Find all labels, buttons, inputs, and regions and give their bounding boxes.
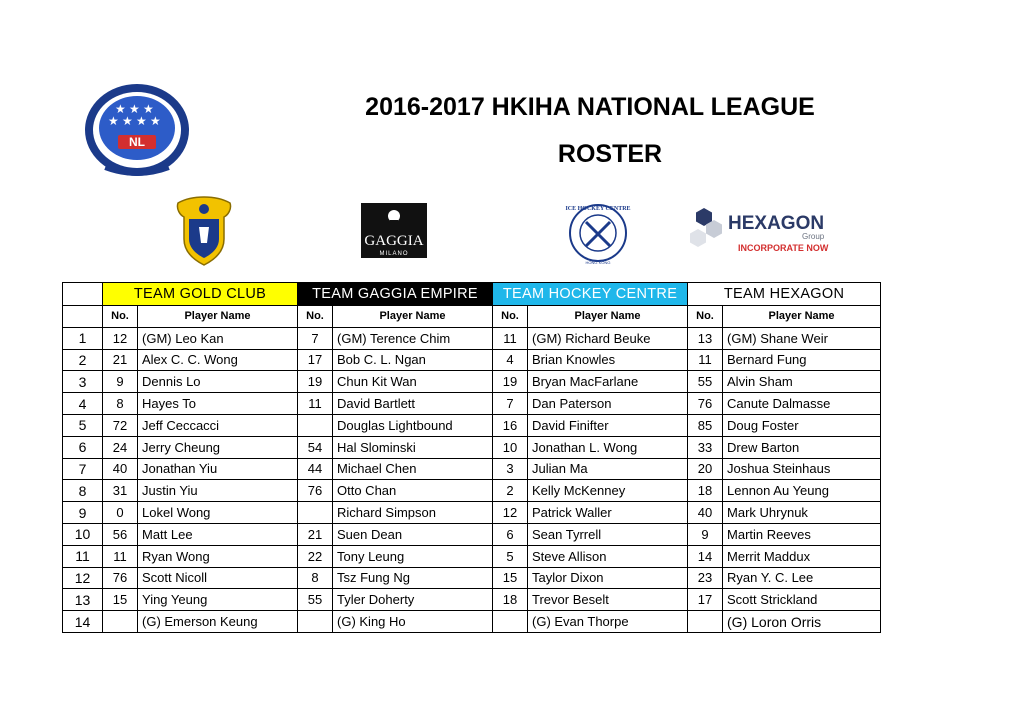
row-number: 7 (63, 458, 103, 480)
table-row (63, 349, 881, 371)
svg-text:Group: Group (802, 232, 825, 241)
jersey-number: 6 (493, 523, 528, 545)
table-row (63, 458, 881, 480)
jersey-number: 13 (688, 327, 723, 349)
player-name: (G) Emerson Keung (138, 611, 298, 633)
player-name: Jeff Ceccacci (138, 414, 298, 436)
player-name: Joshua Steinhaus (723, 458, 881, 480)
player-name: Ying Yeung (138, 589, 298, 611)
player-name: Mark Uhrynuk (723, 502, 881, 524)
table-row (63, 589, 881, 611)
jersey-number: 18 (493, 589, 528, 611)
svg-text:★: ★ (143, 102, 154, 116)
table-row (63, 371, 881, 393)
player-name: (G) Loron Orris (723, 611, 881, 633)
row-number: 3 (63, 371, 103, 393)
jersey-number: 76 (298, 480, 333, 502)
player-name: Tony Leung (333, 545, 493, 567)
jersey-number: 11 (103, 545, 138, 567)
player-name: Otto Chan (333, 480, 493, 502)
table-row (63, 393, 881, 415)
jersey-number: 21 (298, 523, 333, 545)
player-name: Jonathan L. Wong (528, 436, 688, 458)
column-header-row (63, 306, 881, 328)
player-name: Suen Dean (333, 523, 493, 545)
jersey-number: 23 (688, 567, 723, 589)
jersey-number: 8 (298, 567, 333, 589)
player-name: Dan Paterson (528, 393, 688, 415)
player-name: Trevor Beselt (528, 589, 688, 611)
player-name: Doug Foster (723, 414, 881, 436)
jersey-number: 15 (103, 589, 138, 611)
jersey-number (298, 414, 333, 436)
player-name: Martin Reeves (723, 523, 881, 545)
player-name: Bob C. L. Ngan (333, 349, 493, 371)
table-row (63, 436, 881, 458)
jersey-number: 7 (298, 327, 333, 349)
jersey-number: 21 (103, 349, 138, 371)
jersey-number: 7 (493, 393, 528, 415)
row-number: 11 (63, 545, 103, 567)
player-name: Michael Chen (333, 458, 493, 480)
row-number: 2 (63, 349, 103, 371)
player-name: Steve Allison (528, 545, 688, 567)
player-name: Julian Ma (528, 458, 688, 480)
jersey-number: 24 (103, 436, 138, 458)
jersey-number: 76 (103, 567, 138, 589)
player-name: Jonathan Yiu (138, 458, 298, 480)
jersey-number: 10 (493, 436, 528, 458)
player-name: Brian Knowles (528, 349, 688, 371)
table-row (63, 611, 881, 633)
jersey-number: 9 (103, 371, 138, 393)
player-name: Tsz Fung Ng (333, 567, 493, 589)
jersey-number (298, 611, 333, 633)
table-row (63, 567, 881, 589)
jersey-number (298, 502, 333, 524)
player-name: (GM) Terence Chim (333, 327, 493, 349)
row-number: 8 (63, 480, 103, 502)
gold-club-crest-logo (172, 195, 236, 267)
jersey-number: 72 (103, 414, 138, 436)
svg-text:★: ★ (122, 114, 133, 128)
table-row (63, 502, 881, 524)
player-name: Matt Lee (138, 523, 298, 545)
jersey-number (103, 611, 138, 633)
svg-text:INCORPORATE NOW: INCORPORATE NOW (738, 243, 829, 253)
jersey-number: 76 (688, 393, 723, 415)
jersey-number: 12 (103, 327, 138, 349)
player-name: Lennon Au Yeung (723, 480, 881, 502)
col-header-no: No. (493, 306, 528, 328)
jersey-number: 56 (103, 523, 138, 545)
player-name: Tyler Doherty (333, 589, 493, 611)
jersey-number: 18 (688, 480, 723, 502)
player-name: Hal Slominski (333, 436, 493, 458)
player-name: Alex C. C. Wong (138, 349, 298, 371)
svg-text:MILANO: MILANO (379, 251, 409, 257)
team-hexagon-header: TEAM HEXAGON (688, 283, 881, 306)
player-name: David Finifter (528, 414, 688, 436)
row-number: 5 (63, 414, 103, 436)
player-name: Ryan Wong (138, 545, 298, 567)
hexagon-group-logo (690, 205, 830, 255)
jersey-number (688, 611, 723, 633)
svg-text:ICE HOCKEY CENTRE: ICE HOCKEY CENTRE (565, 206, 631, 212)
player-name: Hayes To (138, 393, 298, 415)
table-row (63, 480, 881, 502)
jersey-number: 8 (103, 393, 138, 415)
player-name: Patrick Waller (528, 502, 688, 524)
corner-cell (63, 306, 103, 328)
row-number: 14 (63, 611, 103, 633)
jersey-number: 40 (688, 502, 723, 524)
jersey-number: 40 (103, 458, 138, 480)
jersey-number: 31 (103, 480, 138, 502)
jersey-number: 11 (298, 393, 333, 415)
player-name: (GM) Shane Weir (723, 327, 881, 349)
col-header-no: No. (103, 306, 138, 328)
jersey-number: 3 (493, 458, 528, 480)
svg-text:★: ★ (136, 114, 147, 128)
player-name: Bryan MacFarlane (528, 371, 688, 393)
svg-text:GAGGIA: GAGGIA (364, 233, 424, 249)
gaggia-logo (361, 203, 427, 258)
jersey-number: 9 (688, 523, 723, 545)
jersey-number: 85 (688, 414, 723, 436)
table-row (63, 523, 881, 545)
table-row (63, 327, 881, 349)
jersey-number: 15 (493, 567, 528, 589)
col-header-player: Player Name (528, 306, 688, 328)
row-number: 1 (63, 327, 103, 349)
jersey-number: 19 (493, 371, 528, 393)
col-header-no: No. (688, 306, 723, 328)
player-name: (G) Evan Thorpe (528, 611, 688, 633)
col-header-player: Player Name (138, 306, 298, 328)
player-name: Sean Tyrrell (528, 523, 688, 545)
row-number: 12 (63, 567, 103, 589)
jersey-number: 11 (688, 349, 723, 371)
jersey-number: 14 (688, 545, 723, 567)
player-name: Canute Dalmasse (723, 393, 881, 415)
player-name: Chun Kit Wan (333, 371, 493, 393)
player-name: Justin Yiu (138, 480, 298, 502)
player-name: Bernard Fung (723, 349, 881, 371)
row-number: 9 (63, 502, 103, 524)
player-name: Taylor Dixon (528, 567, 688, 589)
player-name: Alvin Sham (723, 371, 881, 393)
corner-cell (63, 283, 103, 306)
player-name: Richard Simpson (333, 502, 493, 524)
player-name: Lokel Wong (138, 502, 298, 524)
jersey-number: 16 (493, 414, 528, 436)
player-name: Ryan Y. C. Lee (723, 567, 881, 589)
team-gaggia-empire-header: TEAM GAGGIA EMPIRE (298, 283, 493, 306)
player-name: Dennis Lo (138, 371, 298, 393)
team-hockey-centre-header: TEAM HOCKEY CENTRE (493, 283, 688, 306)
team-gold-club-header: TEAM GOLD CLUB (103, 283, 298, 306)
jersey-number: 5 (493, 545, 528, 567)
page-subtitle: ROSTER (557, 140, 663, 168)
row-number: 4 (63, 393, 103, 415)
row-number: 13 (63, 589, 103, 611)
row-number: 10 (63, 523, 103, 545)
roster-table (62, 282, 881, 633)
jersey-number: 17 (298, 349, 333, 371)
ice-hockey-centre-logo (558, 200, 638, 266)
national-league-logo (80, 80, 195, 180)
jersey-number: 55 (688, 371, 723, 393)
svg-text:★: ★ (115, 102, 126, 116)
player-name: Merrit Maddux (723, 545, 881, 567)
player-name: David Bartlett (333, 393, 493, 415)
col-header-player: Player Name (333, 306, 493, 328)
table-row (63, 414, 881, 436)
jersey-number: 55 (298, 589, 333, 611)
player-name: (GM) Leo Kan (138, 327, 298, 349)
jersey-number: 2 (493, 480, 528, 502)
svg-text:HONG KONG: HONG KONG (585, 260, 611, 265)
col-header-player: Player Name (723, 306, 881, 328)
svg-text:★: ★ (150, 114, 161, 128)
svg-text:HEXAGON: HEXAGON (728, 213, 825, 234)
jersey-number (493, 611, 528, 633)
jersey-number: 33 (688, 436, 723, 458)
player-name: Drew Barton (723, 436, 881, 458)
svg-text:NL: NL (129, 135, 145, 149)
player-name: Scott Nicoll (138, 567, 298, 589)
player-name: (GM) Richard Beuke (528, 327, 688, 349)
player-name: Kelly McKenney (528, 480, 688, 502)
jersey-number: 20 (688, 458, 723, 480)
jersey-number: 17 (688, 589, 723, 611)
jersey-number: 11 (493, 327, 528, 349)
player-name: (G) King Ho (333, 611, 493, 633)
jersey-number: 0 (103, 502, 138, 524)
team-header-row (63, 283, 881, 306)
col-header-no: No. (298, 306, 333, 328)
svg-text:★: ★ (129, 102, 140, 116)
jersey-number: 54 (298, 436, 333, 458)
jersey-number: 12 (493, 502, 528, 524)
row-number: 6 (63, 436, 103, 458)
player-name: Scott Strickland (723, 589, 881, 611)
table-row (63, 545, 881, 567)
svg-text:★: ★ (108, 114, 119, 128)
page-title: 2016-2017 HKIHA NATIONAL LEAGUE (365, 93, 815, 121)
jersey-number: 22 (298, 545, 333, 567)
jersey-number: 19 (298, 371, 333, 393)
jersey-number: 4 (493, 349, 528, 371)
jersey-number: 44 (298, 458, 333, 480)
player-name: Douglas Lightbound (333, 414, 493, 436)
player-name: Jerry Cheung (138, 436, 298, 458)
